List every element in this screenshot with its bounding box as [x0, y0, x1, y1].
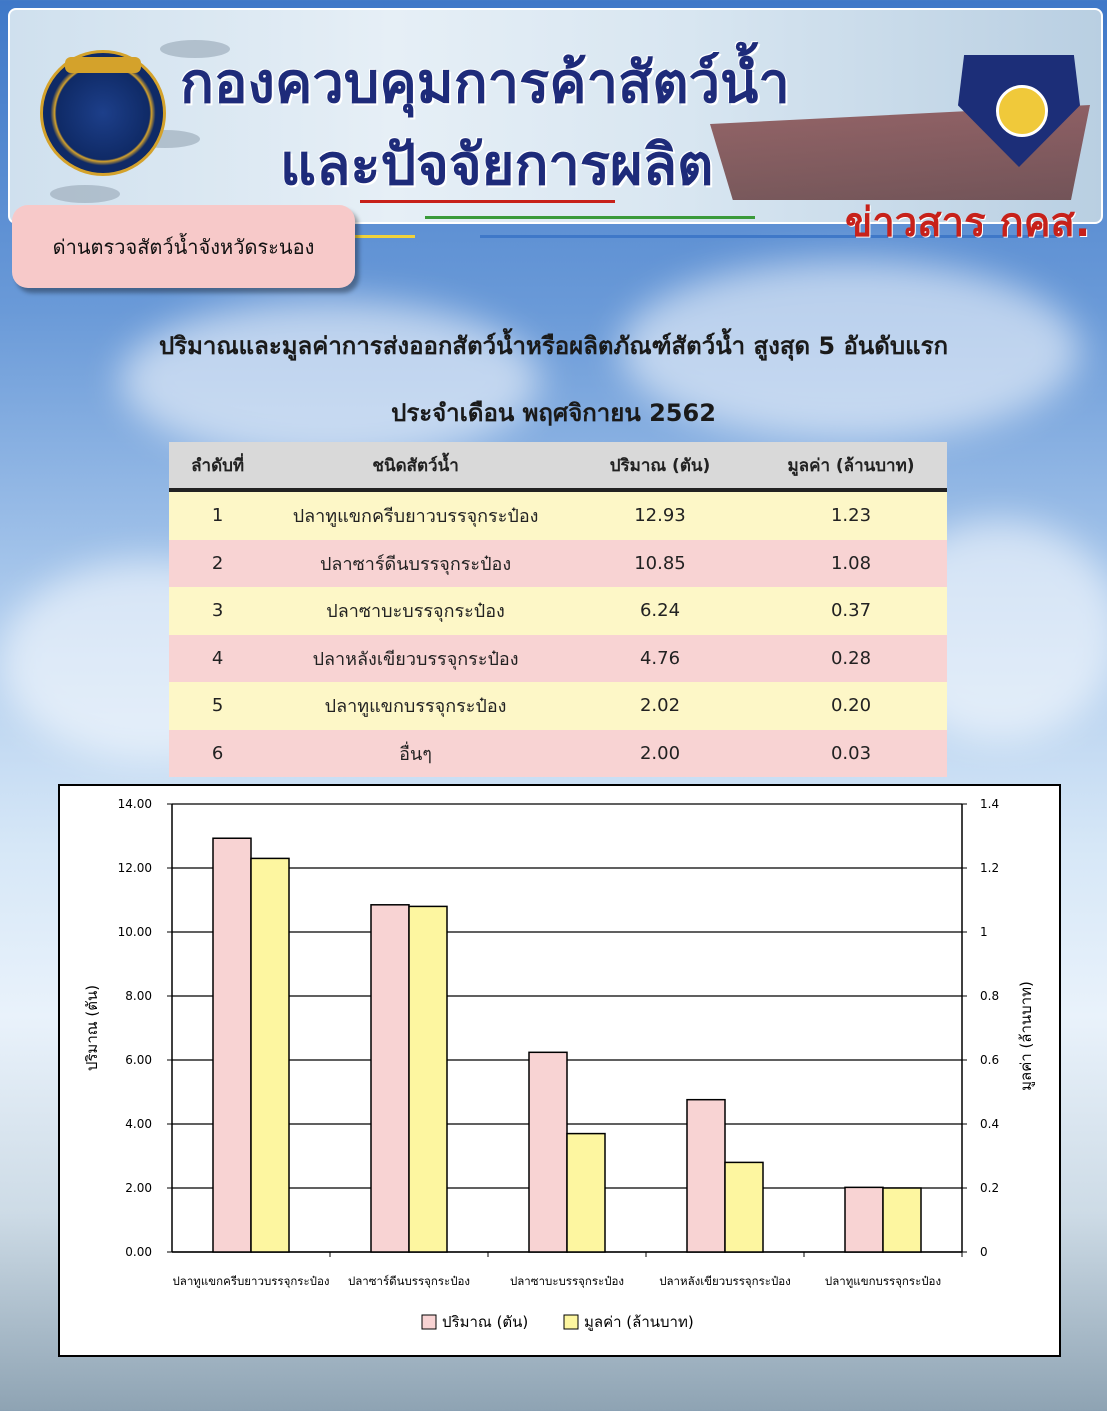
rank-cell: 3 — [169, 587, 266, 635]
decor-line — [425, 216, 755, 219]
rank-cell: 4 — [169, 635, 266, 683]
legend-label: ปริมาณ (ตัน) — [442, 1313, 529, 1331]
rank-cell: 1 — [169, 490, 266, 540]
y2-axis-label: มูลค่า (ล้านบาท) — [1017, 981, 1035, 1091]
cloud-decoration — [120, 300, 540, 460]
legend-swatch — [422, 1315, 436, 1329]
y-tick-label: 2.00 — [125, 1181, 152, 1195]
y-tick-label: 4.00 — [125, 1117, 152, 1131]
value-cell: 0.28 — [755, 635, 947, 683]
legend-swatch — [564, 1315, 578, 1329]
table-row — [169, 682, 947, 730]
fish-decoration — [50, 185, 120, 203]
table-header-row — [169, 442, 947, 490]
bar-value — [883, 1188, 921, 1252]
bar-quantity — [213, 838, 251, 1252]
y-tick-label: 10.00 — [117, 925, 152, 939]
banner-title-line1: กองควบคุมการค้าสัตว์น้ำ — [180, 51, 790, 116]
bar-quantity — [371, 905, 409, 1252]
y-tick-label: 6.00 — [125, 1053, 152, 1067]
x-tick-label: ปลาซาบะบรรจุกระป๋อง — [509, 1274, 625, 1288]
column-header: ปริมาณ (ตัน) — [565, 442, 755, 490]
y2-tick-label: 1.4 — [980, 797, 1000, 811]
legend-label: มูลค่า (ล้านบาท) — [584, 1313, 694, 1331]
y2-tick-label: 0 — [980, 1245, 988, 1259]
y2-tick-label: 1.2 — [980, 861, 1000, 875]
y2-tick-label: 0.2 — [980, 1181, 1000, 1195]
news-label: ข่าวสาร กคส. — [845, 200, 1091, 246]
y-tick-label: 8.00 — [125, 989, 152, 1003]
report-title: ปริมาณและมูลค่าการส่งออกสัตว์น้ำหรือผลิตภัณฑ์สัตว์น้ำ สูงสุด 5 อันดับแรก — [158, 332, 948, 360]
value-cell: 1.08 — [755, 540, 947, 588]
chart-panel — [58, 784, 1061, 1357]
value-cell: 0.20 — [755, 682, 947, 730]
species-cell: ปลาทูแขกบรรจุกระป๋อง — [266, 682, 565, 730]
species-cell: อื่นๆ — [266, 730, 565, 778]
value-cell: 1.23 — [755, 490, 947, 540]
x-tick-label: ปลาทูแขกบรรจุกระป๋อง — [824, 1274, 942, 1288]
bar-quantity — [529, 1052, 567, 1252]
species-cell: ปลาซาร์ดีนบรรจุกระป๋อง — [266, 540, 565, 588]
x-tick-label: ปลาหลังเขียวบรรจุกระป๋อง — [659, 1274, 791, 1288]
department-seal-logo — [40, 50, 166, 176]
bar-quantity — [845, 1187, 883, 1252]
species-cell: ปลาซาบะบรรจุกระป๋อง — [266, 587, 565, 635]
report-period: ประจำเดือน พฤศจิกายน 2562 — [391, 399, 716, 427]
quantity-cell: 4.76 — [565, 635, 755, 683]
rank-cell: 5 — [169, 682, 266, 730]
table-row — [169, 490, 947, 540]
value-cell: 0.37 — [755, 587, 947, 635]
table-row — [169, 635, 947, 683]
bar-quantity — [687, 1100, 725, 1252]
rank-cell: 2 — [169, 540, 266, 588]
quantity-cell: 10.85 — [565, 540, 755, 588]
y2-tick-label: 0.6 — [980, 1053, 1000, 1067]
y-axis-label: ปริมาณ (ตัน) — [83, 984, 101, 1072]
y2-tick-label: 0.8 — [980, 989, 1000, 1003]
bar-chart — [60, 786, 1059, 1355]
bar-value — [567, 1134, 605, 1252]
y2-tick-label: 0.4 — [980, 1117, 1000, 1131]
rank-cell: 6 — [169, 730, 266, 778]
decor-line — [360, 200, 615, 203]
column-header: มูลค่า (ล้านบาท) — [755, 442, 947, 490]
value-cell: 0.03 — [755, 730, 947, 778]
station-label: ด่านตรวจสัตว์น้ำจังหวัดระนอง — [12, 205, 355, 288]
decor-line — [355, 235, 415, 238]
species-cell: ปลาทูแขกครีบยาวบรรจุกระป๋อง — [266, 490, 565, 540]
y-tick-label: 0.00 — [125, 1245, 152, 1259]
bar-value — [251, 858, 289, 1252]
table-row — [169, 587, 947, 635]
ranking-table — [169, 442, 947, 777]
table-row — [169, 540, 947, 588]
column-header: ชนิดสัตว์น้ำ — [266, 442, 565, 490]
banner-title-line2: และปัจจัยการผลิต — [280, 133, 714, 198]
y2-tick-label: 1 — [980, 925, 988, 939]
quantity-cell: 6.24 — [565, 587, 755, 635]
x-tick-label: ปลาซาร์ดีนบรรจุกระป๋อง — [347, 1274, 471, 1288]
quantity-cell: 12.93 — [565, 490, 755, 540]
bar-value — [725, 1162, 763, 1252]
y-tick-label: 14.00 — [117, 797, 152, 811]
species-cell: ปลาหลังเขียวบรรจุกระป๋อง — [266, 635, 565, 683]
bar-value — [409, 906, 447, 1252]
table-row — [169, 730, 947, 778]
x-tick-label: ปลาทูแขกครีบยาวบรรจุกระป๋อง — [172, 1274, 330, 1288]
quantity-cell: 2.02 — [565, 682, 755, 730]
quantity-cell: 2.00 — [565, 730, 755, 778]
column-header: ลำดับที่ — [169, 442, 266, 490]
y-tick-label: 12.00 — [117, 861, 152, 875]
